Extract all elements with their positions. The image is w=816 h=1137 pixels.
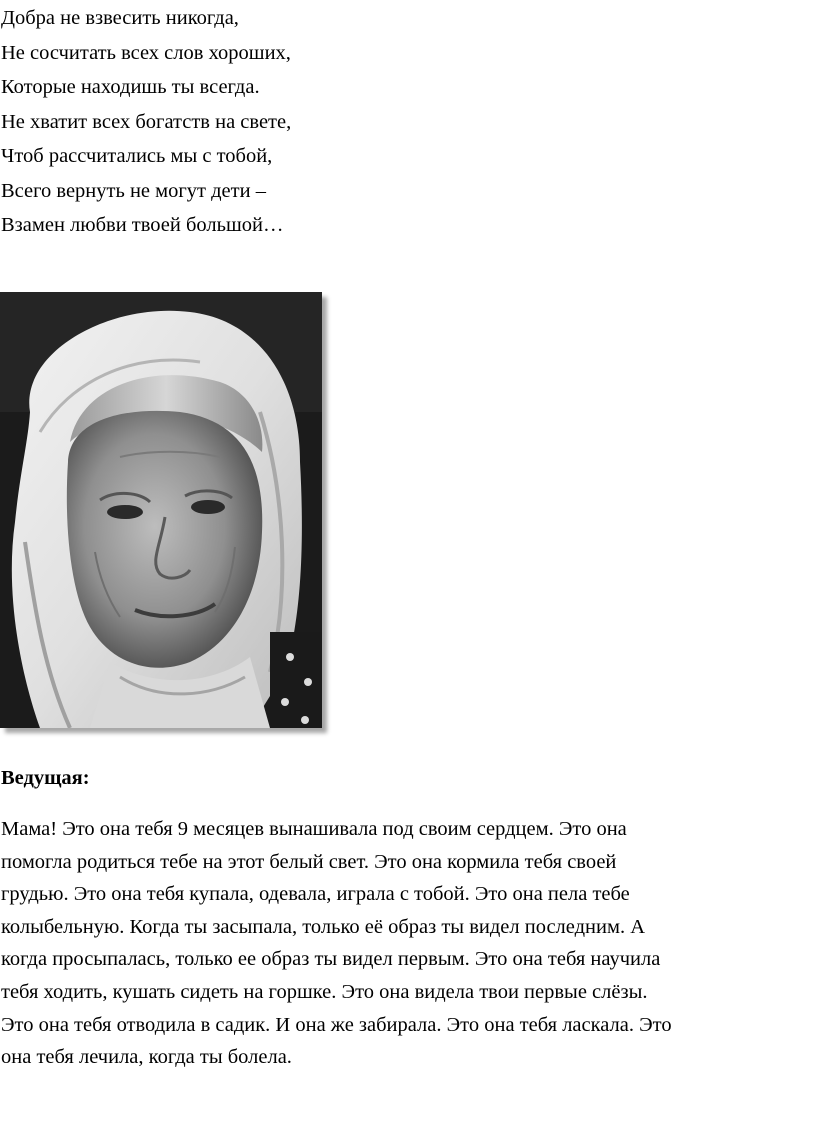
body-line: тебя ходить, кушать сидеть на горшке. Это она видела твои первые слёзы.	[1, 980, 648, 1003]
body-line: Это она тебя отводила в садик. И она же забирала. Это она тебя ласкала. Это	[1, 1013, 672, 1036]
poem-line: Которые находишь ты всегда.	[1, 76, 260, 98]
poem-line: Всего вернуть не могут дети –	[1, 179, 266, 202]
portrait-photo	[0, 292, 322, 728]
poem-line: Не хватит всех богатств на свете,	[1, 110, 292, 133]
body-line: грудью. Это она тебя купала, одевала, играла с тобой. Это она пела тебе	[1, 883, 630, 906]
body-line: она тебя лечила, когда ты болела.	[1, 1046, 292, 1069]
body-line: когда просыпалась, только ее образ ты видел первым. Это она тебя научила	[1, 948, 661, 971]
body-line: колыбельную. Когда ты засыпала, только её образ ты видел последним. А	[1, 915, 646, 938]
poem-line: Не сосчитать всех слов хороших,	[1, 41, 291, 64]
portrait-photo-image	[0, 292, 322, 728]
poem-line: Взамен любви твоей большой…	[1, 214, 284, 236]
poem-line: Добра не взвесить никогда,	[1, 7, 239, 29]
section-heading: Ведущая:	[1, 767, 90, 789]
poem-line: Чтоб рассчитались мы с тобой,	[1, 145, 273, 167]
section-body	[1, 813, 813, 1074]
body-line: помогла родиться тебе на этот белый свет. Это она кормила тебя своей	[1, 850, 617, 873]
poem	[1, 1, 291, 243]
body-line: Мама! Это она тебя 9 месяцев вынашивала под своим сердцем. Это она	[1, 818, 627, 840]
